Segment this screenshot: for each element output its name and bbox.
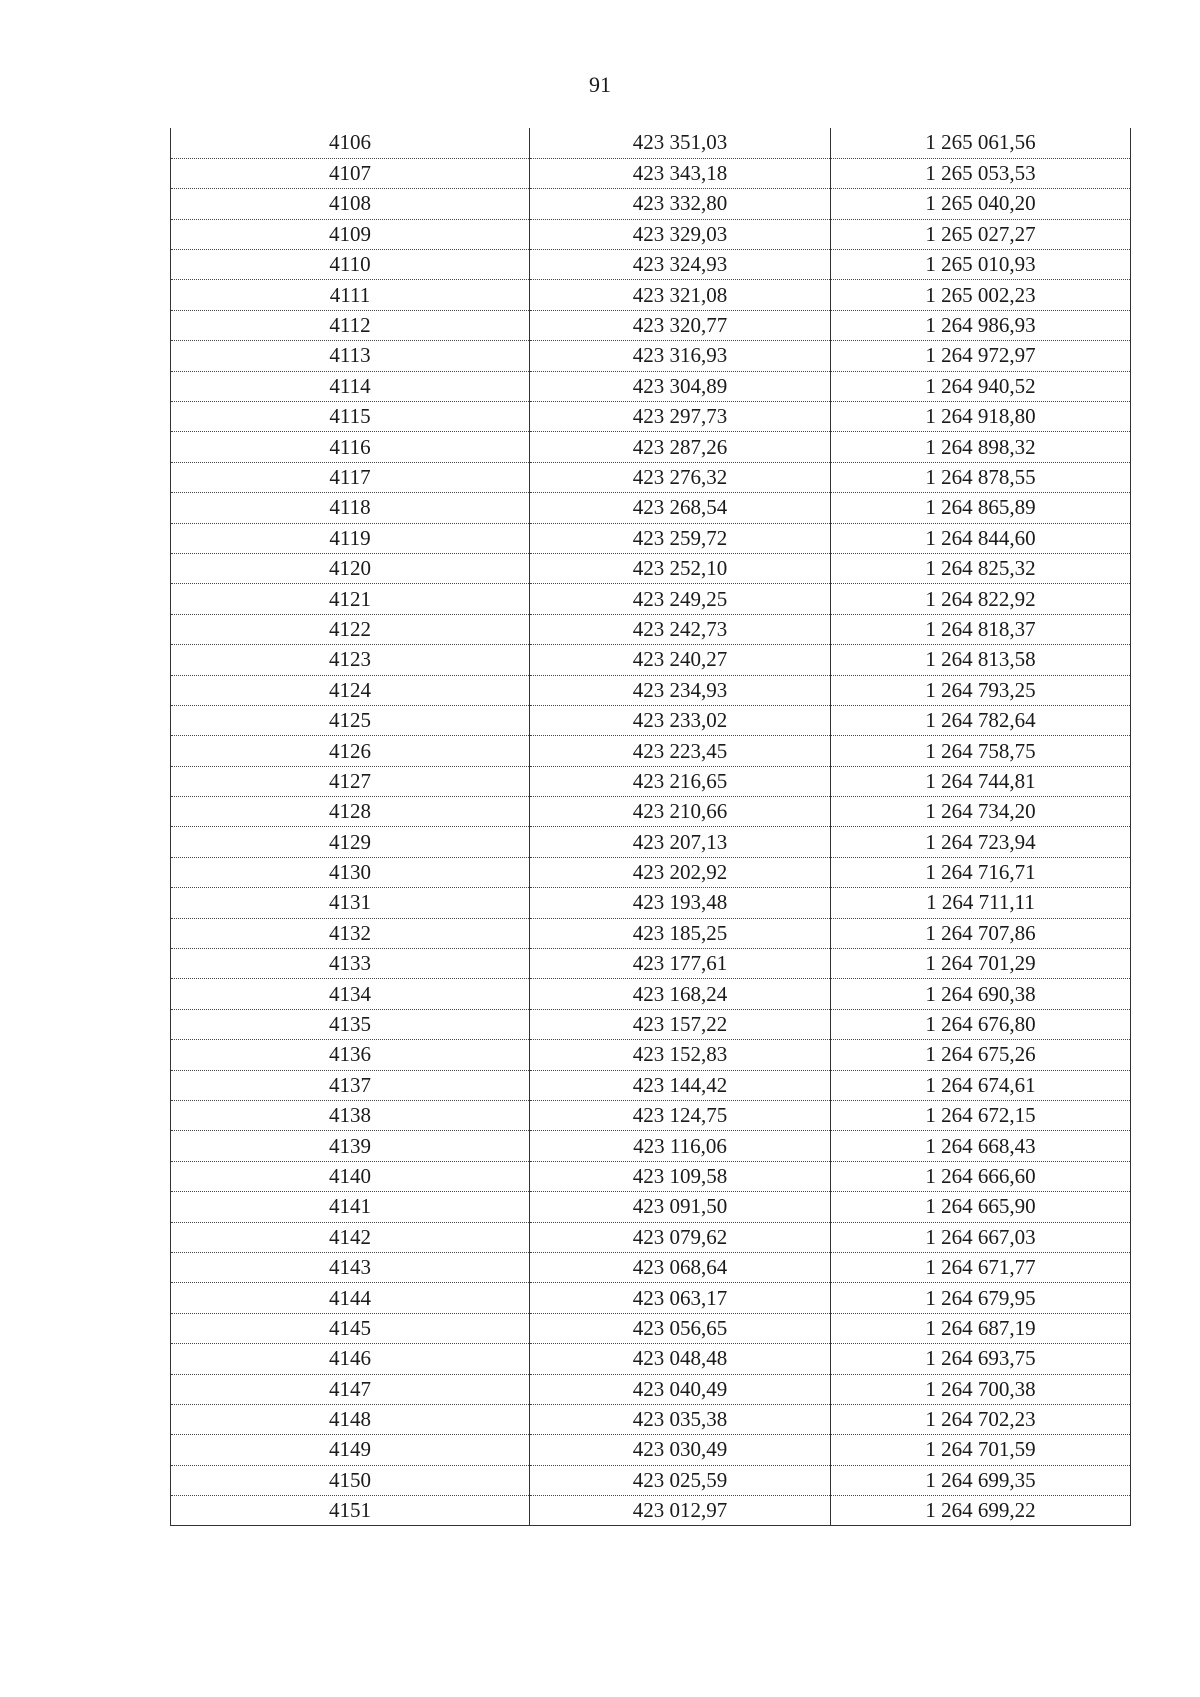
y-coordinate-cell: 1 264 844,60 [831, 523, 1131, 553]
y-coordinate-cell: 1 264 693,75 [831, 1344, 1131, 1374]
x-coordinate-cell: 423 240,27 [530, 645, 831, 675]
table-row [171, 523, 1131, 553]
x-coordinate-cell: 423 109,58 [530, 1161, 831, 1191]
point-number-cell: 4122 [171, 614, 530, 644]
y-coordinate-cell: 1 264 940,52 [831, 371, 1131, 401]
point-number-cell: 4135 [171, 1009, 530, 1039]
x-coordinate-cell: 423 035,38 [530, 1404, 831, 1434]
table-row [171, 1344, 1131, 1374]
table-row [171, 797, 1131, 827]
point-number-cell: 4114 [171, 371, 530, 401]
table-row [171, 857, 1131, 887]
y-coordinate-cell: 1 264 667,03 [831, 1222, 1131, 1252]
x-coordinate-cell: 423 068,64 [530, 1252, 831, 1282]
x-coordinate-cell: 423 012,97 [530, 1496, 831, 1526]
point-number-cell: 4132 [171, 918, 530, 948]
y-coordinate-cell: 1 264 813,58 [831, 645, 1131, 675]
table-row [171, 1009, 1131, 1039]
y-coordinate-cell: 1 265 061,56 [831, 128, 1131, 158]
point-number-cell: 4106 [171, 128, 530, 158]
point-number-cell: 4112 [171, 310, 530, 340]
x-coordinate-cell: 423 259,72 [530, 523, 831, 553]
point-number-cell: 4140 [171, 1161, 530, 1191]
table-row [171, 189, 1131, 219]
x-coordinate-cell: 423 343,18 [530, 158, 831, 188]
y-coordinate-cell: 1 264 701,59 [831, 1435, 1131, 1465]
table-row [171, 736, 1131, 766]
y-coordinate-cell: 1 264 723,94 [831, 827, 1131, 857]
x-coordinate-cell: 423 030,49 [530, 1435, 831, 1465]
x-coordinate-cell: 423 193,48 [530, 888, 831, 918]
y-coordinate-cell: 1 264 822,92 [831, 584, 1131, 614]
y-coordinate-cell: 1 264 898,32 [831, 432, 1131, 462]
x-coordinate-cell: 423 304,89 [530, 371, 831, 401]
point-number-cell: 4147 [171, 1374, 530, 1404]
point-number-cell: 4125 [171, 705, 530, 735]
y-coordinate-cell: 1 264 782,64 [831, 705, 1131, 735]
point-number-cell: 4128 [171, 797, 530, 827]
y-coordinate-cell: 1 264 666,60 [831, 1161, 1131, 1191]
table-row [171, 1101, 1131, 1131]
table-row [171, 1192, 1131, 1222]
coordinates-table-body [171, 128, 1131, 1526]
table-row [171, 280, 1131, 310]
page-number: 91 [589, 72, 611, 97]
point-number-cell: 4134 [171, 979, 530, 1009]
point-number-cell: 4130 [171, 857, 530, 887]
x-coordinate-cell: 423 157,22 [530, 1009, 831, 1039]
point-number-cell: 4116 [171, 432, 530, 462]
table-row [171, 402, 1131, 432]
table-row [171, 645, 1131, 675]
table-row [171, 584, 1131, 614]
table-row [171, 128, 1131, 158]
table-row [171, 614, 1131, 644]
table-row [171, 1435, 1131, 1465]
point-number-cell: 4142 [171, 1222, 530, 1252]
point-number-cell: 4139 [171, 1131, 530, 1161]
y-coordinate-cell: 1 264 878,55 [831, 462, 1131, 492]
y-coordinate-cell: 1 265 040,20 [831, 189, 1131, 219]
x-coordinate-cell: 423 321,08 [530, 280, 831, 310]
x-coordinate-cell: 423 223,45 [530, 736, 831, 766]
y-coordinate-cell: 1 264 918,80 [831, 402, 1131, 432]
x-coordinate-cell: 423 287,26 [530, 432, 831, 462]
point-number-cell: 4108 [171, 189, 530, 219]
x-coordinate-cell: 423 316,93 [530, 341, 831, 371]
point-number-cell: 4111 [171, 280, 530, 310]
x-coordinate-cell: 423 210,66 [530, 797, 831, 827]
y-coordinate-cell: 1 264 972,97 [831, 341, 1131, 371]
y-coordinate-cell: 1 264 699,35 [831, 1465, 1131, 1495]
point-number-cell: 4110 [171, 250, 530, 280]
table-row [171, 918, 1131, 948]
y-coordinate-cell: 1 264 818,37 [831, 614, 1131, 644]
point-number-cell: 4143 [171, 1252, 530, 1282]
point-number-cell: 4136 [171, 1040, 530, 1070]
table-row [171, 1131, 1131, 1161]
y-coordinate-cell: 1 264 679,95 [831, 1283, 1131, 1313]
y-coordinate-cell: 1 265 010,93 [831, 250, 1131, 280]
x-coordinate-cell: 423 152,83 [530, 1040, 831, 1070]
point-number-cell: 4107 [171, 158, 530, 188]
y-coordinate-cell: 1 264 665,90 [831, 1192, 1131, 1222]
table-row [171, 1283, 1131, 1313]
y-coordinate-cell: 1 264 674,61 [831, 1070, 1131, 1100]
y-coordinate-cell: 1 264 668,43 [831, 1131, 1131, 1161]
x-coordinate-cell: 423 233,02 [530, 705, 831, 735]
table-row [171, 1070, 1131, 1100]
x-coordinate-cell: 423 091,50 [530, 1192, 831, 1222]
x-coordinate-cell: 423 168,24 [530, 979, 831, 1009]
point-number-cell: 4137 [171, 1070, 530, 1100]
table-row [171, 1496, 1131, 1526]
x-coordinate-cell: 423 332,80 [530, 189, 831, 219]
y-coordinate-cell: 1 265 002,23 [831, 280, 1131, 310]
table-row [171, 158, 1131, 188]
point-number-cell: 4113 [171, 341, 530, 371]
x-coordinate-cell: 423 124,75 [530, 1101, 831, 1131]
y-coordinate-cell: 1 264 690,38 [831, 979, 1131, 1009]
point-number-cell: 4133 [171, 949, 530, 979]
point-number-cell: 4120 [171, 553, 530, 583]
y-coordinate-cell: 1 264 734,20 [831, 797, 1131, 827]
y-coordinate-cell: 1 264 702,23 [831, 1404, 1131, 1434]
y-coordinate-cell: 1 264 793,25 [831, 675, 1131, 705]
y-coordinate-cell: 1 264 865,89 [831, 493, 1131, 523]
table-row [171, 432, 1131, 462]
coordinates-table [170, 128, 1131, 1526]
y-coordinate-cell: 1 264 676,80 [831, 1009, 1131, 1039]
point-number-cell: 4149 [171, 1435, 530, 1465]
y-coordinate-cell: 1 264 675,26 [831, 1040, 1131, 1070]
y-coordinate-cell: 1 264 699,22 [831, 1496, 1131, 1526]
table-row [171, 766, 1131, 796]
x-coordinate-cell: 423 268,54 [530, 493, 831, 523]
point-number-cell: 4151 [171, 1496, 530, 1526]
table-row [171, 493, 1131, 523]
y-coordinate-cell: 1 264 825,32 [831, 553, 1131, 583]
x-coordinate-cell: 423 329,03 [530, 219, 831, 249]
table-row [171, 949, 1131, 979]
table-row [171, 553, 1131, 583]
x-coordinate-cell: 423 079,62 [530, 1222, 831, 1252]
x-coordinate-cell: 423 040,49 [530, 1374, 831, 1404]
table-row [171, 979, 1131, 1009]
point-number-cell: 4131 [171, 888, 530, 918]
x-coordinate-cell: 423 297,73 [530, 402, 831, 432]
table-row [171, 371, 1131, 401]
table-row [171, 1374, 1131, 1404]
x-coordinate-cell: 423 144,42 [530, 1070, 831, 1100]
y-coordinate-cell: 1 264 672,15 [831, 1101, 1131, 1131]
x-coordinate-cell: 423 207,13 [530, 827, 831, 857]
table-row [171, 341, 1131, 371]
point-number-cell: 4109 [171, 219, 530, 249]
point-number-cell: 4138 [171, 1101, 530, 1131]
table-row [171, 1313, 1131, 1343]
x-coordinate-cell: 423 351,03 [530, 128, 831, 158]
table-row [171, 250, 1131, 280]
y-coordinate-cell: 1 264 671,77 [831, 1252, 1131, 1282]
table-row [171, 675, 1131, 705]
x-coordinate-cell: 423 252,10 [530, 553, 831, 583]
y-coordinate-cell: 1 264 744,81 [831, 766, 1131, 796]
y-coordinate-cell: 1 264 758,75 [831, 736, 1131, 766]
point-number-cell: 4129 [171, 827, 530, 857]
point-number-cell: 4145 [171, 1313, 530, 1343]
x-coordinate-cell: 423 056,65 [530, 1313, 831, 1343]
x-coordinate-cell: 423 048,48 [530, 1344, 831, 1374]
table-row [171, 827, 1131, 857]
table-row [171, 1040, 1131, 1070]
table-row [171, 1222, 1131, 1252]
point-number-cell: 4119 [171, 523, 530, 553]
x-coordinate-cell: 423 242,73 [530, 614, 831, 644]
point-number-cell: 4126 [171, 736, 530, 766]
x-coordinate-cell: 423 276,32 [530, 462, 831, 492]
point-number-cell: 4117 [171, 462, 530, 492]
point-number-cell: 4121 [171, 584, 530, 614]
x-coordinate-cell: 423 025,59 [530, 1465, 831, 1495]
x-coordinate-cell: 423 216,65 [530, 766, 831, 796]
table-row [171, 1404, 1131, 1434]
x-coordinate-cell: 423 116,06 [530, 1131, 831, 1161]
point-number-cell: 4141 [171, 1192, 530, 1222]
y-coordinate-cell: 1 264 716,71 [831, 857, 1131, 887]
table-row [171, 310, 1131, 340]
table-row [171, 462, 1131, 492]
point-number-cell: 4146 [171, 1344, 530, 1374]
point-number-cell: 4115 [171, 402, 530, 432]
x-coordinate-cell: 423 177,61 [530, 949, 831, 979]
y-coordinate-cell: 1 264 687,19 [831, 1313, 1131, 1343]
table-row [171, 1161, 1131, 1191]
point-number-cell: 4118 [171, 493, 530, 523]
y-coordinate-cell: 1 265 053,53 [831, 158, 1131, 188]
table-row [171, 888, 1131, 918]
point-number-cell: 4127 [171, 766, 530, 796]
x-coordinate-cell: 423 324,93 [530, 250, 831, 280]
x-coordinate-cell: 423 063,17 [530, 1283, 831, 1313]
table-row [171, 1465, 1131, 1495]
y-coordinate-cell: 1 264 700,38 [831, 1374, 1131, 1404]
y-coordinate-cell: 1 264 707,86 [831, 918, 1131, 948]
x-coordinate-cell: 423 234,93 [530, 675, 831, 705]
point-number-cell: 4144 [171, 1283, 530, 1313]
point-number-cell: 4150 [171, 1465, 530, 1495]
x-coordinate-cell: 423 185,25 [530, 918, 831, 948]
point-number-cell: 4148 [171, 1404, 530, 1434]
point-number-cell: 4123 [171, 645, 530, 675]
y-coordinate-cell: 1 264 711,11 [831, 888, 1131, 918]
x-coordinate-cell: 423 249,25 [530, 584, 831, 614]
table-row [171, 705, 1131, 735]
table-row [171, 1252, 1131, 1282]
x-coordinate-cell: 423 320,77 [530, 310, 831, 340]
y-coordinate-cell: 1 265 027,27 [831, 219, 1131, 249]
y-coordinate-cell: 1 264 986,93 [831, 310, 1131, 340]
point-number-cell: 4124 [171, 675, 530, 705]
x-coordinate-cell: 423 202,92 [530, 857, 831, 887]
y-coordinate-cell: 1 264 701,29 [831, 949, 1131, 979]
table-row [171, 219, 1131, 249]
